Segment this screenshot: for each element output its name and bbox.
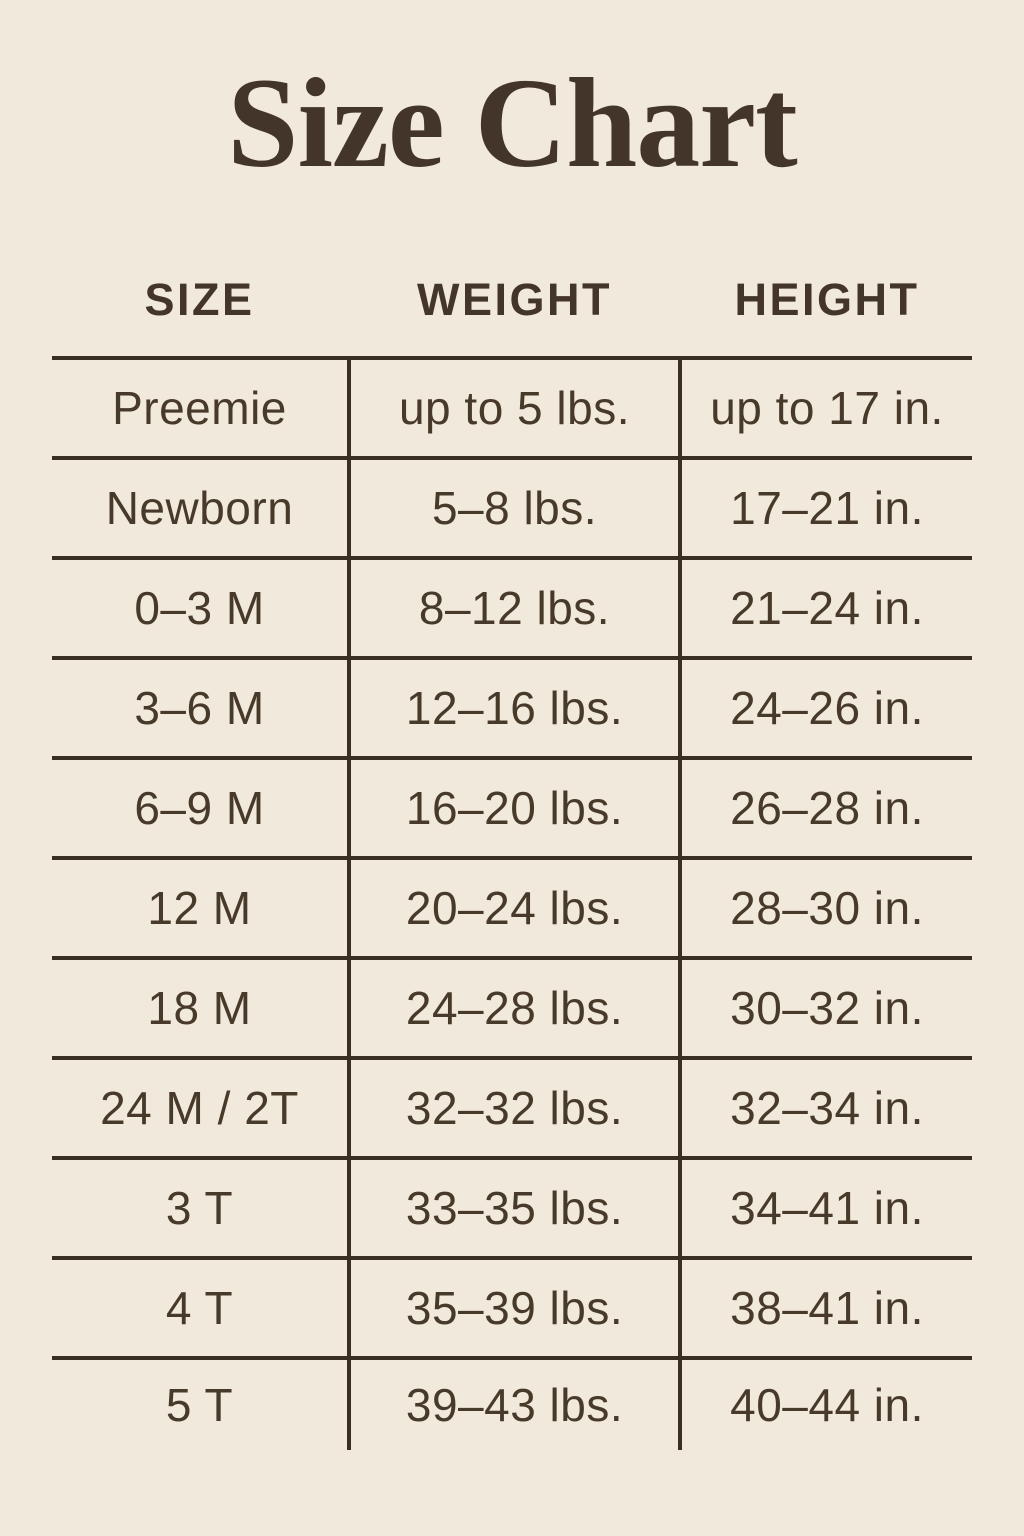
table-body bbox=[52, 356, 972, 1450]
height-cell: up to 17 in. bbox=[710, 382, 944, 435]
height-cell: 24–26 in. bbox=[730, 682, 924, 735]
size-cell: Preemie bbox=[112, 382, 287, 435]
weight-cell: 39–43 lbs. bbox=[347, 1360, 682, 1450]
size-cell: 18 M bbox=[147, 982, 252, 1035]
column-header-weight: WEIGHT bbox=[417, 274, 612, 326]
weight-cell: 16–20 lbs. bbox=[347, 760, 682, 856]
size-cell: 3–6 M bbox=[134, 682, 265, 735]
height-cell: 40–44 in. bbox=[730, 1379, 924, 1432]
weight-cell: 32–32 lbs. bbox=[347, 1060, 682, 1156]
table-header-row bbox=[52, 274, 972, 326]
table-row bbox=[52, 960, 972, 1060]
table-row bbox=[52, 1260, 972, 1360]
table-row bbox=[52, 760, 972, 860]
size-cell: 3 T bbox=[165, 1182, 234, 1235]
column-header-size: SIZE bbox=[144, 274, 255, 326]
height-cell: 30–32 in. bbox=[730, 982, 924, 1035]
height-cell: 38–41 in. bbox=[730, 1282, 924, 1335]
table-row bbox=[52, 360, 972, 460]
weight-cell: 35–39 lbs. bbox=[347, 1260, 682, 1356]
height-cell: 26–28 in. bbox=[730, 782, 924, 835]
table-row bbox=[52, 1360, 972, 1450]
column-header-height: HEIGHT bbox=[734, 274, 920, 326]
weight-cell: 8–12 lbs. bbox=[347, 560, 682, 656]
size-cell: 4 T bbox=[165, 1282, 234, 1335]
size-cell: 5 T bbox=[165, 1379, 234, 1432]
height-cell: 17–21 in. bbox=[730, 482, 924, 535]
table-row bbox=[52, 460, 972, 560]
height-cell: 34–41 in. bbox=[730, 1182, 924, 1235]
height-cell: 21–24 in. bbox=[730, 582, 924, 635]
page-title: Size Chart bbox=[227, 52, 797, 194]
weight-cell: 33–35 lbs. bbox=[347, 1160, 682, 1256]
table-row bbox=[52, 860, 972, 960]
height-cell: 32–34 in. bbox=[730, 1082, 924, 1135]
weight-cell: 5–8 lbs. bbox=[347, 460, 682, 556]
weight-cell: 24–28 lbs. bbox=[347, 960, 682, 1056]
table-row bbox=[52, 660, 972, 760]
size-cell: Newborn bbox=[105, 482, 294, 535]
weight-cell: up to 5 lbs. bbox=[347, 360, 682, 456]
table-row bbox=[52, 1160, 972, 1260]
height-cell: 28–30 in. bbox=[730, 882, 924, 935]
size-cell: 0–3 M bbox=[134, 582, 265, 635]
size-chart-table bbox=[52, 274, 972, 1450]
weight-cell: 20–24 lbs. bbox=[347, 860, 682, 956]
table-row bbox=[52, 1060, 972, 1160]
table-row bbox=[52, 560, 972, 660]
weight-cell: 12–16 lbs. bbox=[347, 660, 682, 756]
size-cell: 6–9 M bbox=[134, 782, 265, 835]
size-cell: 12 M bbox=[147, 882, 252, 935]
size-cell: 24 M / 2T bbox=[100, 1082, 299, 1135]
